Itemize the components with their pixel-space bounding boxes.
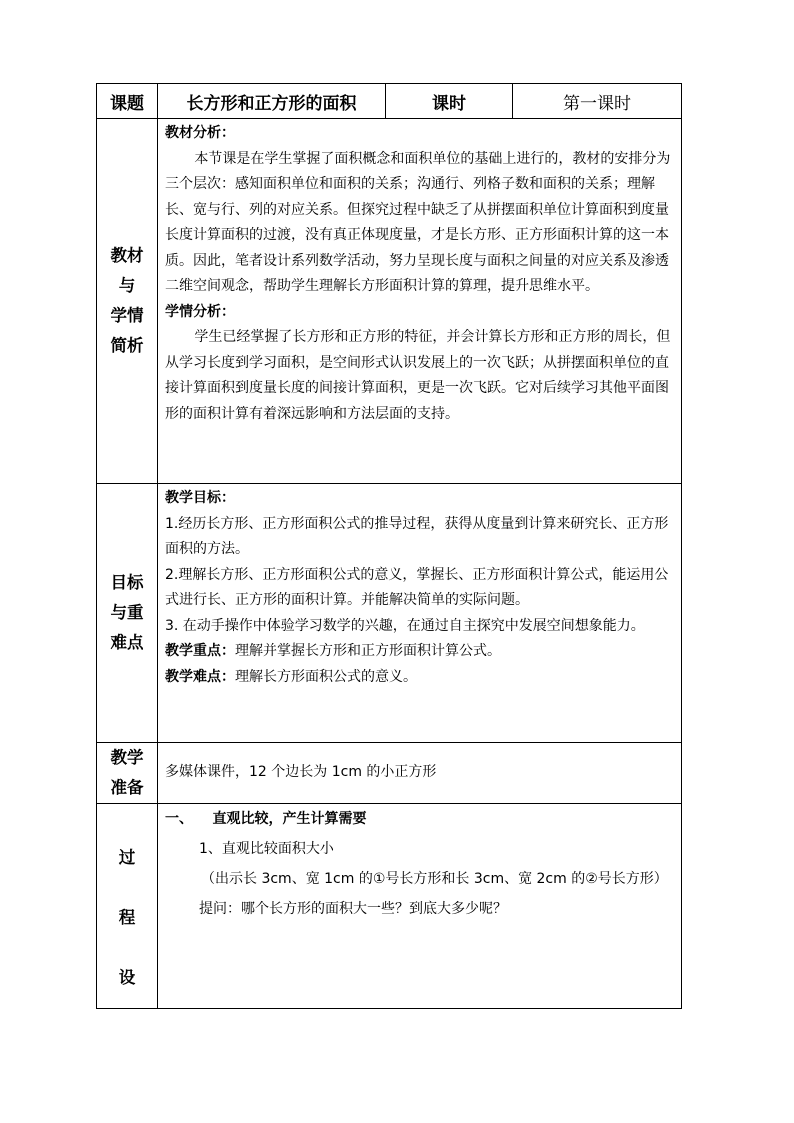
goals-heading: 教学目标： xyxy=(165,490,235,506)
key-point-text: 理解并掌握长方形和正方形面积计算公式。 xyxy=(235,643,501,659)
prep-content xyxy=(158,743,682,804)
process-step: 1、直观比较面积大小 xyxy=(199,841,334,857)
goal-item: 2.理解长方形、正方形面积公式的意义，掌握长、正方形面积计算公式，能运用公式进行长、正方形的面积计算。并能解决简单的实际问题。 xyxy=(165,566,669,608)
process-row xyxy=(97,804,682,1009)
key-point xyxy=(165,639,675,665)
lesson-plan-table xyxy=(96,83,682,1009)
goal-item: 1.经历长方形、正方形面积公式的推导过程，获得从度量到计算来研究长、正方形面积的方法。 xyxy=(165,515,669,557)
prep-row xyxy=(97,743,682,804)
analysis-label xyxy=(97,119,158,484)
process-content xyxy=(158,804,682,1009)
prep-text: 多媒体课件，12 个边长为 1cm 的小正方形 xyxy=(165,764,437,781)
process-question: 提问：哪个长方形的面积大一些？到底大多少呢？ xyxy=(199,901,507,917)
header-row xyxy=(97,84,682,119)
material-heading: 教材分析： xyxy=(165,125,235,141)
process-label-char: 过 xyxy=(118,848,136,867)
process-label-char: 程 xyxy=(118,908,136,927)
student-heading: 学情分析： xyxy=(165,303,235,320)
goals-label-line: 目标 xyxy=(110,573,144,592)
analysis-content xyxy=(158,119,682,484)
analysis-label-line: 与 xyxy=(118,276,136,295)
process-step-note: （出示长 3cm、宽 1cm 的①号长方形和长 3cm、宽 2cm 的②号长方形） xyxy=(201,871,668,887)
topic-value: 长方形和正方形的面积 xyxy=(158,84,386,119)
topic-label: 课题 xyxy=(97,84,158,119)
analysis-label-line: 学情 xyxy=(110,306,144,325)
difficulty-label: 教学难点： xyxy=(165,668,235,685)
material-text: 本节课是在学生掌握了面积概念和面积单位的基础上进行的，教材的安排分为三个层次：感知面积单位和面积的关系；沟通行、列格子数和面积的关系；理解长、宽与行、列的对应关系。但探究过程中缺乏了从拼摆面积单位计算面积到度量长度计算面积的过渡，没有真正体现度量，才是长方形、正方形面积计算的这一本质。因此，笔者设计系列数学活动，努力呈现长度与面积之间量的对应关系及渗透二维空间观念，帮助学生理解长方形面积计算的算理，提升思维水平。 xyxy=(165,150,671,294)
goals-label-line: 难点 xyxy=(110,633,144,652)
prep-label-line: 教学 xyxy=(110,748,144,767)
analysis-row xyxy=(97,119,682,484)
key-point-label: 教学重点： xyxy=(165,643,235,659)
analysis-label-line: 教材 xyxy=(110,246,144,265)
lesson-plan-page xyxy=(96,83,681,1009)
process-label xyxy=(97,804,158,1009)
period-value: 第一课时 xyxy=(513,84,682,119)
period-label: 课时 xyxy=(386,84,513,119)
prep-label xyxy=(97,743,158,804)
process-label-char: 设 xyxy=(118,968,136,987)
process-section-title: 一、 直观比较，产生计算需要 xyxy=(165,811,367,827)
analysis-label-line: 简析 xyxy=(110,336,144,355)
prep-label-line: 准备 xyxy=(110,778,144,797)
student-text: 学生已经掌握了长方形和正方形的特征，并会计算长方形和正方形的周长，但从学习长度到学习面积，是空间形式认识发展上的一次飞跃；从拼摆面积单位的直接计算面积到度量长度的间接计算面积，更是一次飞跃。它对后续学习其他平面图形的面积计算有着深远影响和方法层面的支持。 xyxy=(165,329,671,422)
goals-label xyxy=(97,484,158,743)
difficulty-point xyxy=(165,665,675,691)
goals-content xyxy=(158,484,682,743)
difficulty-text: 理解长方形面积公式的意义。 xyxy=(235,668,417,685)
goals-label-line: 与重 xyxy=(110,603,144,622)
goal-item: 3. 在动手操作中体验学习数学的兴趣，在通过自主探究中发展空间想象能力。 xyxy=(165,617,645,634)
goals-row xyxy=(97,484,682,743)
